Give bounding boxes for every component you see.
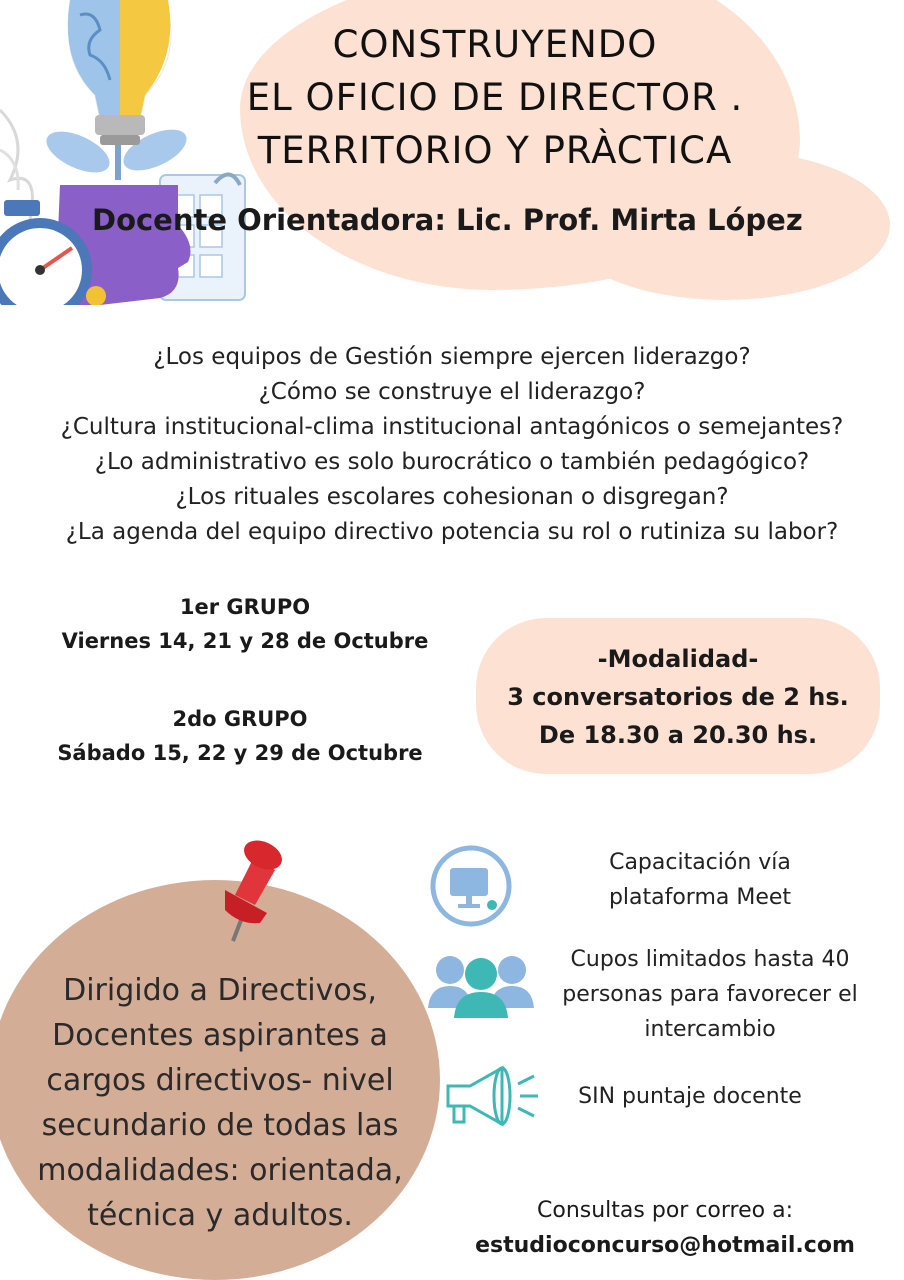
dirigido-line: Docentes aspirantes a <box>52 1018 388 1053</box>
title-line-3: TERRITORIO Y PRÀCTICA <box>257 129 733 172</box>
modalidad-line-2: De 18.30 a 20.30 hs. <box>538 721 818 749</box>
title-line-1: CONSTRUYENDO <box>332 23 658 66</box>
title-line-2: EL OFICIO DE DIRECTOR . <box>246 76 744 119</box>
cupos-line: personas para favorecer el <box>562 982 858 1007</box>
consultas-block <box>470 1193 860 1263</box>
group-1-name: 1er GRUPO <box>179 595 311 619</box>
cupos-line: Cupos limitados hasta 40 <box>570 947 850 972</box>
push-pin-icon <box>205 835 295 945</box>
dirigido-line: cargos directivos- nivel <box>46 1063 394 1098</box>
page-title <box>200 18 790 177</box>
capacitacion-line: plataforma Meet <box>608 885 792 910</box>
questions-list <box>0 340 904 550</box>
puntaje-line: SIN puntaje docente <box>578 1084 802 1109</box>
modalidad-line-1: 3 conversatorios de 2 hs. <box>507 683 849 711</box>
modalidad-box <box>476 640 880 754</box>
question-item: ¿Lo administrativo es solo burocrático o también pedagógico? <box>94 449 810 475</box>
question-item: ¿Los rituales escolares cohesionan o disgregan? <box>175 484 729 510</box>
docente-orientadora: Docente Orientadora: Lic. Prof. Mirta López <box>92 203 803 237</box>
dirigido-line: técnica y adultos. <box>87 1198 353 1233</box>
puntaje-text <box>540 1079 840 1114</box>
megaphone-icon <box>440 1062 540 1132</box>
computer-monitor-icon <box>428 843 514 929</box>
cupos-line: intercambio <box>644 1017 776 1042</box>
question-item: ¿Cómo se construye el liderazgo? <box>258 379 646 405</box>
group-1-dates: Viernes 14, 21 y 28 de Octubre <box>61 629 429 653</box>
cupos-text <box>530 942 890 1047</box>
dirigido-text <box>10 968 430 1238</box>
dirigido-line: secundario de todas las <box>41 1108 399 1143</box>
dirigido-line: modalidades: orientada, <box>37 1153 403 1188</box>
group-2-dates: Sábado 15, 22 y 29 de Octubre <box>57 741 423 765</box>
group-1 <box>40 590 450 658</box>
people-group-icon <box>428 950 534 1020</box>
email-address[interactable]: estudioconcurso@hotmail.com <box>475 1233 855 1258</box>
modalidad-heading: -Modalidad- <box>597 645 759 673</box>
group-2 <box>30 702 450 770</box>
question-item: ¿La agenda del equipo directivo potencia su rol o rutiniza su labor? <box>65 519 839 545</box>
capacitacion-text <box>540 845 860 915</box>
question-item: ¿Cultura institucional-clima institucional antagónicos o semejantes? <box>60 414 844 440</box>
capacitacion-line: Capacitación vía <box>609 850 791 875</box>
consultas-label: Consultas por correo a: <box>537 1198 793 1223</box>
question-item: ¿Los equipos de Gestión siempre ejercen liderazgo? <box>153 344 751 370</box>
group-2-name: 2do GRUPO <box>172 707 308 731</box>
dirigido-line: Dirigido a Directivos, <box>63 973 377 1008</box>
